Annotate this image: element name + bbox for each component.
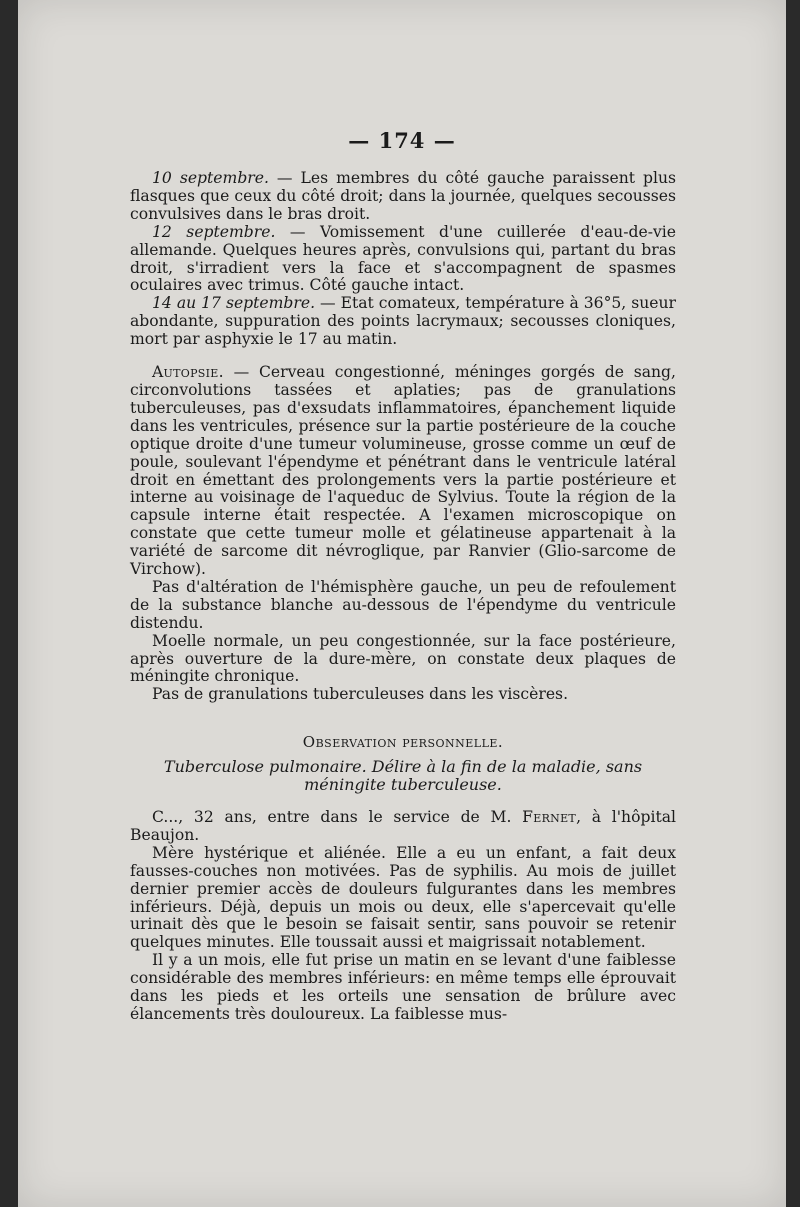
paragraph-14-17-septembre xyxy=(130,295,676,349)
paragraph-moelle: Moelle normale, un peu congestionnée, sur la face postérieure, après ouverture de la dure-mère, on constate deux plaques de méningite chronique. xyxy=(130,631,676,686)
paragraph-hemisphere: Pas d'altération de l'hémisphère gauche, un peu de refoulement de la substance blanche au-dessous de l'épendyme du ventricule distendu. xyxy=(130,577,676,632)
paragraph-text: — Les membres du côté gauche paraissent plus flasques que ceux du côté droit; dans la journée, quelques secousses convulsives dans le bras droit. xyxy=(130,169,676,223)
paragraph-text: , à l'hôpital Beaujon. xyxy=(130,808,676,844)
paragraph-text: C..., 32 ans, entre dans le service de M. xyxy=(152,808,523,826)
observation-subtitle: Tuberculose pulmonaire. Délire à la fin de la maladie, sans méningite tuberculeuse. xyxy=(163,757,643,795)
paragraph-text: — Etat comateux, température à 36°5, sueur abondante, suppuration des points lacrymaux; secousses cloniques, mort par asphyxie le 17 au matin. xyxy=(130,294,676,349)
paragraph-12-septembre xyxy=(130,224,676,296)
book-page xyxy=(18,0,786,1207)
doctor-name: Fernet xyxy=(522,808,577,826)
paragraph-faiblesse: Il y a un mois, elle fut prise un matin en se levant d'une faiblesse considérable des membres inférieurs: en même temps elle éprouvait dans les pieds et les orteils une sensation de brûlure avec élancements très douloureux. La faiblesse mus- xyxy=(130,951,676,1023)
observation-heading: Observation personnelle. xyxy=(302,733,504,752)
page-number: — 174 — xyxy=(348,128,456,153)
page-body xyxy=(130,170,676,1024)
paragraph-antecedents: Mère hystérique et aliénée. Elle a eu un enfant, a fait deux fausses-couches non motivées. Pas de syphilis. Au mois de juillet dernier premier accès de douleurs fulgurantes dans les membres inférieurs. Déjà, depuis un mois ou deux, elle s'apercevait qu'elle urinait dès que le besoin se faisait sentir, sans pouvoir se retenir quelques minutes. Elle toussait aussi et maigrissait notablement. xyxy=(130,843,676,952)
paragraph-patient xyxy=(130,809,676,845)
autopsie-label: Autopsie. xyxy=(152,363,224,382)
paragraph-autopsie xyxy=(130,364,676,579)
paragraph-text: — Cerveau congestionné, méninges gorgés de sang, circonvolutions tassées et aplaties; pas de granulations tuberculeuses, pas d'exsudats inflammatoires, épanchement liquide dans les ventricules, présence sur la partie postérieure de la couche optique droite d'une tumeur volumineuse, grosse comme un œuf de poule, soulevant l'épendyme et pénétrant dans le ventricule latéral droit en émettant des prolongements vers la partie postérieure et interne au voisinage de l'aqueduc de Sylvius. Toute la région de la capsule interne était respectée. A l'examen microscopique on constate que cette tumeur molle et gélatineuse appartenait à la variété de sarcome dit névroglique, par Ranvier (Glio-sarcome de Virchow). xyxy=(130,363,676,579)
paragraph-text: — Vomissement d'une cuillerée d'eau-de-vie allemande. Quelques heures après, convulsions qui, partant du bras droit, s'irradient vers la face et s'accompagnent de spasmes oculaires avec trimus. Côté gauche intact. xyxy=(130,222,677,295)
date-label: 12 septembre. xyxy=(152,222,276,241)
paragraph-10-septembre xyxy=(130,170,676,224)
date-label: 10 septembre. xyxy=(152,169,269,187)
date-label: 14 au 17 septembre. xyxy=(152,294,316,313)
paragraph-visceres: Pas de granulations tuberculeuses dans les viscères. xyxy=(152,685,569,704)
